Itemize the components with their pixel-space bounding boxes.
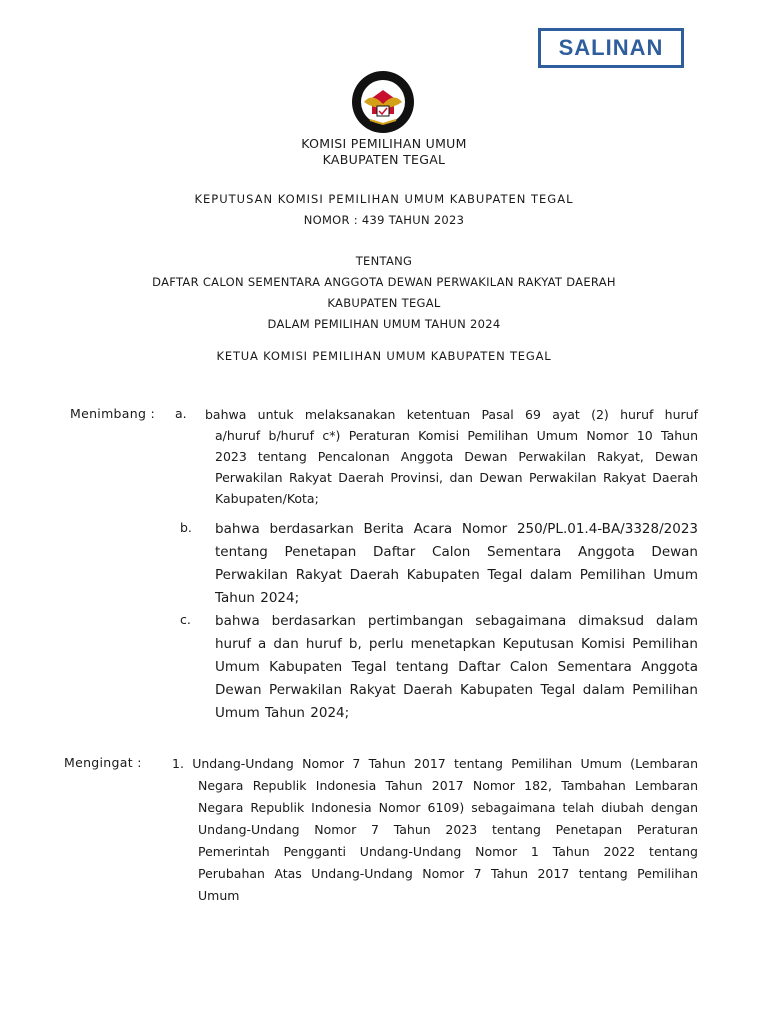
- decree-number: NOMOR : 439 TAHUN 2023: [303, 213, 465, 227]
- signatory-heading: KETUA KOMISI PEMILIHAN UMUM KABUPATEN TEGAL: [216, 349, 552, 363]
- subject-line-3: DALAM PEMILIHAN UMUM TAHUN 2024: [267, 317, 501, 331]
- menimbang-item-b: bahwa berdasarkan Berita Acara Nomor 250/PL.01.4-BA/3328/2023 tentang Penetapan Daftar Calon Sementara Anggota Dewan Perwakilan Rakyat Daerah Kabupaten Tegal dalam Pemilihan Umum Tahun 2024;: [215, 521, 698, 606]
- mengingat-item-1-continuation: Negara Republik Indonesia Tahun 2017 Nomor 182, Tambahan Lembaran Negara Republik Indonesia Nomor 6109) sebagaimana telah diubah dengan Undang-Undang Nomor 7 Tahun 2023 tentang Penetapan Peraturan Pemerintah Pengganti Undang-Undang Nomor 1 Tahun 2022 tentang Perubahan Atas Undang-Undang Nomor 7 Tahun 2017 tentang Pemilihan Umum: [198, 778, 698, 903]
- mengingat-item-1: [172, 753, 698, 907]
- menimbang-item-a: [205, 404, 698, 509]
- item-marker-c: c.: [180, 612, 191, 627]
- kpu-logo: [350, 68, 416, 138]
- menimbang-label: Menimbang :: [70, 406, 155, 421]
- item-marker-b: b.: [180, 520, 192, 535]
- about-heading: TENTANG: [355, 254, 413, 268]
- mengingat-label: Mengingat :: [64, 755, 142, 770]
- mengingat-item-1-first-line: 1. Undang-Undang Nomor 7 Tahun 2017 tentang Pemilihan Umum (Lembaran: [172, 756, 698, 771]
- region-name: KABUPATEN TEGAL: [322, 152, 446, 167]
- menimbang-item-c: bahwa berdasarkan pertimbangan sebagaimana dimaksud dalam huruf a dan huruf b, perlu menetapkan Keputusan Komisi Pemilihan Umum Kabupaten Tegal tentang Daftar Calon Sementara Anggota Dewan Perwakilan Rakyat Daerah Kabupaten Tegal dalam Pemilihan Umum Tahun 2024;: [215, 613, 698, 721]
- institution-name: KOMISI PEMILIHAN UMUM: [301, 136, 467, 151]
- subject-line-1: DAFTAR CALON SEMENTARA ANGGOTA DEWAN PERWAKILAN RAKYAT DAERAH: [152, 275, 616, 289]
- decree-title: KEPUTUSAN KOMISI PEMILIHAN UMUM KABUPATEN TEGAL: [194, 192, 574, 206]
- item-marker-a: a.: [175, 406, 187, 421]
- subject-line-2: KABUPATEN TEGAL: [327, 296, 441, 310]
- item-a-continuation: a/huruf b/huruf c*) Peraturan Komisi Pemilihan Umum Nomor 10 Tahun 2023 tentang Pencalonan Anggota Dewan Perwakilan Rakyat, Dewan Perwakilan Rakyat Daerah Provinsi, dan Dewan Perwakilan Rakyat Daerah Kabupaten/Kota;: [215, 428, 698, 506]
- item-a-first-line: bahwa untuk melaksanakan ketentuan Pasal 69 ayat (2) huruf huruf: [205, 407, 698, 422]
- salinan-stamp: SALINAN: [538, 28, 684, 68]
